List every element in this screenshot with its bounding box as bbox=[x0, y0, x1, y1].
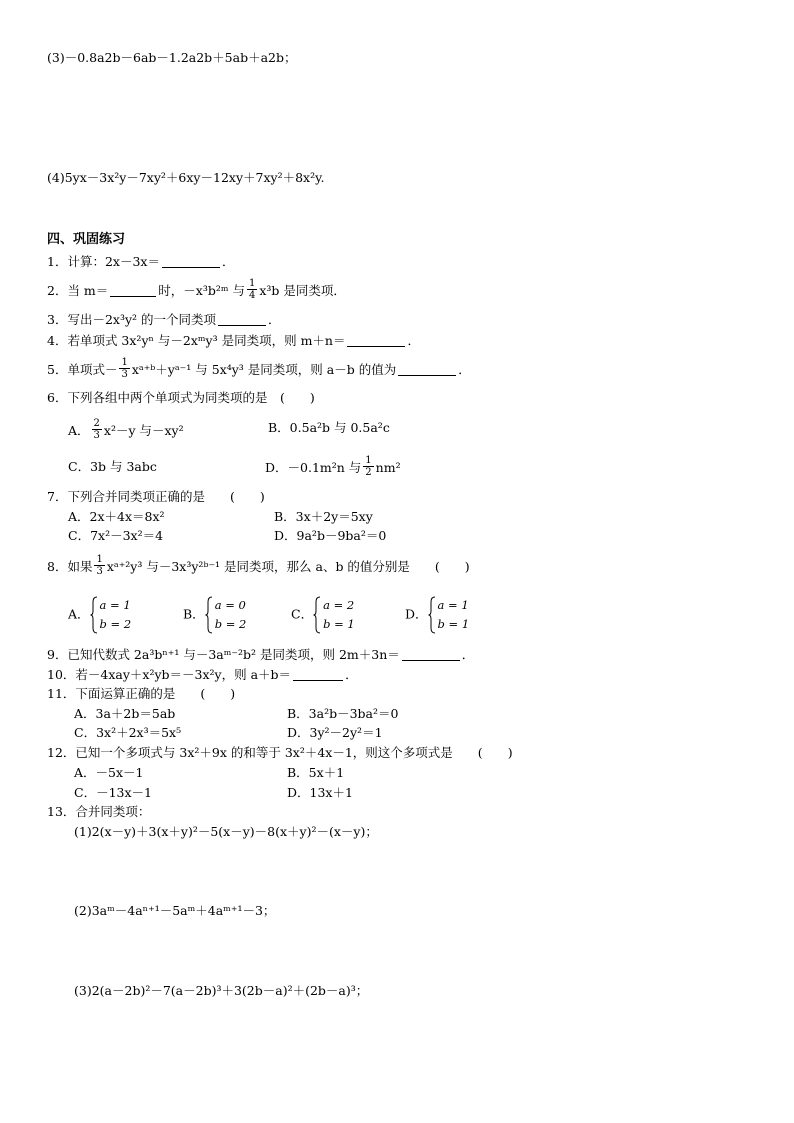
option-d[interactable]: D．－0.1m²n 与 $\frac{1}{2}$ nm² bbox=[265, 455, 401, 478]
equation-system: a = 1 b = 2 bbox=[90, 596, 132, 634]
option-d[interactable]: D．9a²b－9ba²＝0 bbox=[274, 528, 387, 543]
option-a[interactable]: A． a = 1 b = 2 bbox=[68, 596, 131, 634]
option-a[interactable]: A．－5x－1 bbox=[74, 765, 144, 780]
answer-blank[interactable] bbox=[398, 363, 456, 376]
option-c[interactable]: C．7x²－3x²＝4 bbox=[68, 528, 164, 543]
option-a[interactable]: A．3a＋2b＝5ab bbox=[74, 706, 176, 721]
option-a[interactable]: A． $\frac{2}{3}$ x²－y 与－xy² bbox=[68, 418, 184, 441]
question-13: 13．合并同类项： bbox=[47, 804, 151, 819]
left-brace-icon bbox=[313, 596, 321, 634]
option-b[interactable]: B．5x＋1 bbox=[287, 765, 345, 780]
left-brace-icon bbox=[428, 596, 436, 634]
equation-system: a = 1 b = 1 bbox=[428, 596, 470, 634]
option-d[interactable]: D． a = 1 b = 1 bbox=[405, 596, 469, 634]
option-c[interactable]: C．3b 与 3abc bbox=[68, 459, 157, 474]
option-b[interactable]: B． a = 0 b = 2 bbox=[183, 596, 246, 634]
question-6: 6．下列各组中两个单项式为同类项的是 ( ) bbox=[47, 390, 315, 405]
option-c[interactable]: C．－13x－1 bbox=[74, 785, 152, 800]
option-d[interactable]: D．13x＋1 bbox=[287, 785, 353, 800]
option-d[interactable]: D．3y²－2y²＝1 bbox=[287, 725, 383, 740]
section-title: 四、巩固练习 bbox=[47, 232, 126, 247]
question-1: 1．计算：2x－3x＝ ． bbox=[47, 254, 235, 269]
question-12: 12．已知一个多项式与 3x²＋9x 的和等于 3x²＋4x－1，则这个多项式是 ( ) bbox=[47, 745, 513, 760]
answer-blank[interactable] bbox=[347, 334, 405, 347]
fraction: $\frac{1}{2}$ bbox=[365, 455, 372, 478]
question-8: 8．如果 $\frac{1}{3}$ xᵃ⁺²y³ 与－3x³y²ᵇ⁻¹ 是同类项，那么 a、b 的值分别是 ( ) bbox=[47, 554, 470, 577]
exercise-3: (3)－0.8a2b－6ab－1.2a2b＋5ab＋a2b； bbox=[47, 50, 297, 65]
fraction: $\frac{1}{4}$ bbox=[249, 278, 256, 301]
option-b[interactable]: B．0.5a²b 与 0.5a²c bbox=[268, 420, 390, 435]
left-brace-icon bbox=[90, 596, 98, 634]
answer-blank[interactable] bbox=[402, 648, 460, 661]
option-a[interactable]: A．2x＋4x＝8x² bbox=[68, 509, 165, 524]
question-2: 2．当 m＝ 时，－x³b²ᵐ 与 $\frac{1}{4}$ x³b 是同类项． bbox=[47, 278, 346, 301]
question-4: 4．若单项式 3x²yⁿ 与－2xᵐy³ 是同类项，则 m＋n＝ ． bbox=[47, 333, 420, 348]
answer-blank[interactable] bbox=[110, 284, 156, 297]
question-11: 11．下面运算正确的是 ( ) bbox=[47, 686, 236, 701]
option-c[interactable]: C． a = 2 b = 1 bbox=[291, 596, 355, 634]
question-13-part-1: (1)2(x－y)＋3(x＋y)²－5(x－y)－8(x＋y)²－(x－y)； bbox=[74, 824, 378, 839]
answer-blank[interactable] bbox=[162, 255, 220, 268]
fraction: $\frac{1}{3}$ bbox=[121, 357, 128, 380]
fraction: $\frac{1}{3}$ bbox=[96, 554, 103, 577]
option-c[interactable]: C．3x²＋2x³＝5x⁵ bbox=[74, 725, 182, 740]
question-3: 3．写出－2x³y² 的一个同类项 ． bbox=[47, 312, 281, 327]
exercise-4: (4)5yx－3x²y－7xy²＋6xy－12xy＋7xy²＋8x²y. bbox=[47, 170, 325, 185]
answer-blank[interactable] bbox=[218, 313, 266, 326]
question-10: 10．若－4xay＋x²yb＝－3x²y，则 a＋b＝ ． bbox=[47, 667, 358, 682]
option-b[interactable]: B．3x＋2y＝5xy bbox=[274, 509, 373, 524]
question-13-part-3: (3)2(a－2b)²－7(a－2b)³＋3(2b－a)²＋(2b－a)³； bbox=[74, 983, 369, 998]
option-b[interactable]: B．3a²b－3ba²＝0 bbox=[287, 706, 399, 721]
fraction: $\frac{2}{3}$ bbox=[93, 418, 100, 441]
answer-blank[interactable] bbox=[293, 668, 343, 681]
question-9: 9．已知代数式 2a³bⁿ⁺¹ 与－3aᵐ⁻²b² 是同类项，则 2m＋3n＝ ． bbox=[47, 647, 475, 662]
left-brace-icon bbox=[205, 596, 213, 634]
question-13-part-2: (2)3aᵐ－4aⁿ⁺¹－5aᵐ＋4aᵐ⁺¹－3； bbox=[74, 903, 276, 918]
equation-system: a = 0 b = 2 bbox=[205, 596, 247, 634]
question-7: 7．下列合并同类项正确的是 ( ) bbox=[47, 489, 265, 504]
equation-system: a = 2 b = 1 bbox=[313, 596, 355, 634]
question-5: 5．单项式－ $\frac{1}{3}$ xᵃ⁺ᵇ＋yᵃ⁻¹ 与 5x⁴y³ 是同类项，则 a－b 的值为 ． bbox=[47, 357, 471, 380]
